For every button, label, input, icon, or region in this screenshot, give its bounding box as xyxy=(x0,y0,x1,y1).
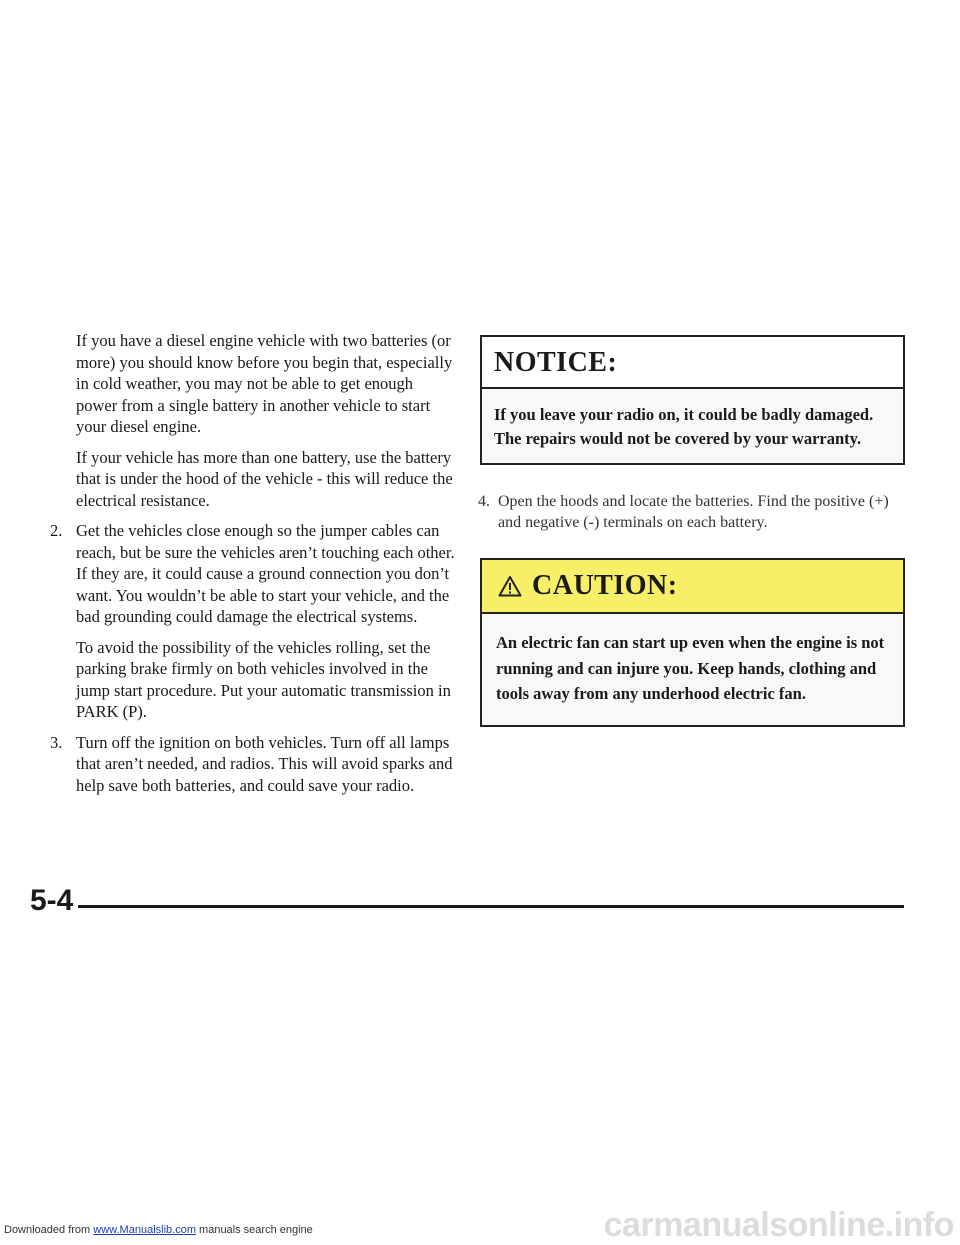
manualslib-link[interactable]: www.Manualslib.com xyxy=(93,1224,196,1236)
notice-body: If you leave your radio on, it could be badly damaged. The repairs would not be covered by your warranty. xyxy=(482,389,903,463)
notice-header xyxy=(482,337,903,389)
download-credit xyxy=(4,1224,313,1236)
warning-triangle-icon xyxy=(498,575,522,597)
left-column xyxy=(50,330,455,805)
step-4-number: 4. xyxy=(478,493,490,510)
step-2-text: Get the vehicles close enough so the jumper cables can reach, but be sure the vehicles aren’t touching each other. If they are, it could cause a ground connection you don’t want. You wouldn’t be able to start your vehicle, and the bad grounding could damage the electrical systems. xyxy=(76,521,455,626)
step-2-number: 2. xyxy=(50,521,63,540)
step-3-number: 3. xyxy=(50,732,63,752)
battery-paragraph: If your vehicle has more than one battery, use the battery that is under the hood of the vehicle - this will reduce the electrical resistance. xyxy=(76,447,453,510)
step-2-followup: To avoid the possibility of the vehicles rolling, set the parking brake firmly on both vehicles involved in the jump start procedure. Put your automatic transmission in PARK (P). xyxy=(76,637,451,721)
diesel-paragraph: If you have a diesel engine vehicle with two batteries (or more) you should know before you begin that, especially in cold weather, you may not be able to get enough power from a single battery in another vehicle to start your diesel engine. xyxy=(76,331,453,436)
download-suffix: manuals search engine xyxy=(195,1224,313,1236)
caution-header xyxy=(482,560,903,614)
step-3-text: Turn off the ignition on both vehicles. Turn off all lamps that aren’t needed, and radios. This will avoid sparks and help save both batteries, and could save your radio. xyxy=(76,732,453,795)
step-4 xyxy=(480,491,905,533)
download-prefix: Downloaded from xyxy=(4,1224,94,1236)
step-2 xyxy=(50,520,455,723)
caution-box xyxy=(480,558,905,727)
watermark-logo: carmanualsonline.info xyxy=(603,1206,954,1244)
step-4-text: Open the hoods and locate the batteries. Find the positive (+) and negative (-) terminals on each battery. xyxy=(498,493,889,531)
notice-box xyxy=(480,335,905,465)
caution-body: An electric fan can start up even when the engine is not running and can injure you. Keep hands, clothing and tools away from any underhood electric fan. xyxy=(482,614,903,725)
page-number: 5-4 xyxy=(30,884,74,917)
caution-title: CAUTION: xyxy=(532,570,678,601)
step-3 xyxy=(50,732,455,797)
right-column xyxy=(480,335,905,727)
footer-rule xyxy=(78,905,904,908)
notice-title: NOTICE: xyxy=(494,347,618,378)
